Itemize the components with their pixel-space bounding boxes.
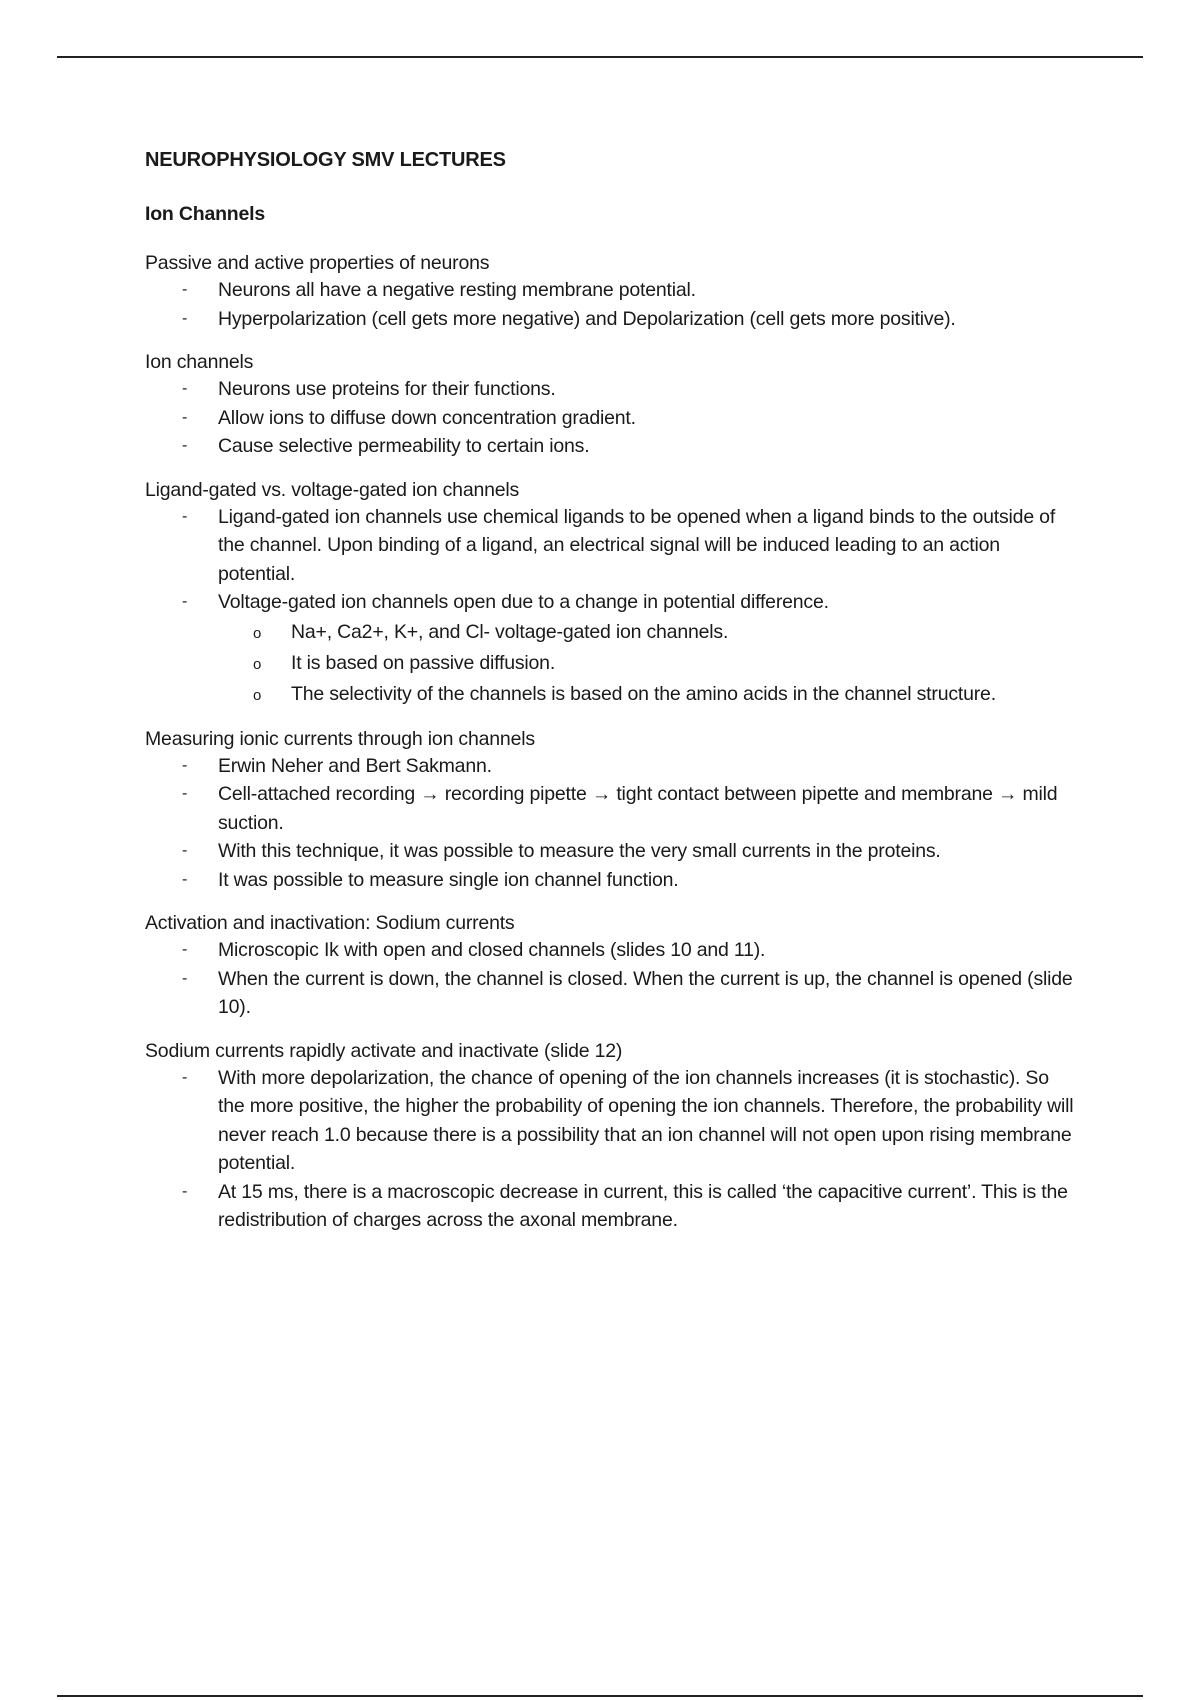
circle-bullet-icon: o <box>253 624 262 642</box>
bottom-rule <box>57 1695 1143 1697</box>
dash-bullet-icon: - <box>182 785 188 802</box>
group-heading: Ion channels <box>145 351 254 373</box>
dash-bullet-icon: - <box>182 941 188 958</box>
section-ion-channels <box>145 349 1075 461</box>
bullet-list <box>145 375 1075 461</box>
list-item: - Allow ions to diffuse down concentration gradient. <box>145 404 1075 433</box>
dash-bullet-icon: - <box>182 380 188 397</box>
section-measuring-ionic-currents <box>145 726 1075 895</box>
bullet-list <box>145 752 1075 895</box>
dash-bullet-icon: - <box>182 281 188 298</box>
group-heading: Activation and inactivation: Sodium currents <box>145 912 515 934</box>
list-item: - Cause selective permeability to certain ions. <box>145 432 1075 461</box>
list-item: - It was possible to measure single ion channel function. <box>145 866 1075 895</box>
list-item: - Hyperpolarization (cell gets more negative) and Depolarization (cell gets more positive). <box>145 305 1075 334</box>
list-item: - When the current is down, the channel is closed. When the current is up, the channel is opened (slide 10). <box>145 965 1075 1022</box>
group-heading: Measuring ionic currents through ion channels <box>145 727 535 750</box>
group-heading: Sodium currents rapidly activate and inactivate (slide 12) <box>145 1039 623 1062</box>
dash-bullet-icon: - <box>182 1182 188 1200</box>
list-item: - With this technique, it was possible to measure the very small currents in the proteins. <box>145 837 1075 866</box>
bullet-list <box>145 276 1075 333</box>
dash-bullet-icon: - <box>182 842 188 859</box>
sub-list-item: o Na+, Ca2+, K+, and Cl- voltage-gated ion channels. <box>218 617 1075 648</box>
dash-bullet-icon: - <box>182 408 188 426</box>
list-item: - With more depolarization, the chance of opening of the ion channels increases (it is stochastic). So the more positive, the higher the probability of opening the ion channels. Therefore, the probability will never reach 1.0 because there is a possibility that an ion channel will not open upon rising membrane potential. <box>145 1064 1075 1178</box>
bullet-list <box>145 1064 1075 1235</box>
dash-bullet-icon: - <box>182 593 188 610</box>
list-item: - Erwin Neher and Bert Sakmann. <box>145 752 1075 781</box>
section-passive-active <box>145 250 1075 333</box>
group-heading: Ligand-gated vs. voltage-gated ion channels <box>145 478 520 501</box>
document-body <box>145 146 1075 1251</box>
sub-bullet-list <box>218 617 1075 710</box>
list-item: - Voltage-gated ion channels open due to a change in potential difference. o Na+, Ca2+, K+, and Cl- voltage-gated ion channels. o It is based on passive diffusion. o The selectivity of the channels is based on the amino acids in the channel structure. <box>145 588 1075 710</box>
bullet-list <box>145 503 1075 710</box>
sub-list-wrapper <box>145 617 1075 710</box>
sub-list-item: o It is based on passive diffusion. <box>218 648 1075 679</box>
bullet-list <box>145 936 1075 1022</box>
section-activation-inactivation <box>145 910 1075 1022</box>
dash-bullet-icon: - <box>182 507 188 525</box>
dash-bullet-icon: - <box>182 870 188 888</box>
section-sodium-currents <box>145 1038 1075 1235</box>
list-item: - Neurons use proteins for their functions. <box>145 375 1075 404</box>
list-item: - Ligand-gated ion channels use chemical ligands to be opened when a ligand binds to the outside of the channel. Upon binding of a ligand, an electrical signal will be induced leading to an action potential. <box>145 503 1075 589</box>
circle-bullet-icon: o <box>253 686 262 704</box>
dash-bullet-icon: - <box>182 309 188 327</box>
section-title: Ion Channels <box>145 203 266 225</box>
group-heading: Passive and active properties of neurons <box>145 252 490 274</box>
list-item: - Cell-attached recording → recording pipette → tight contact between pipette and membrane → mild suction. <box>145 780 1075 837</box>
list-item: - Neurons all have a negative resting membrane potential. <box>145 276 1075 305</box>
document-title: NEUROPHYSIOLOGY SMV LECTURES <box>145 149 506 171</box>
top-rule <box>57 56 1143 58</box>
dash-bullet-icon: - <box>182 756 188 774</box>
dash-bullet-icon: - <box>182 437 188 454</box>
section-ligand-voltage-gated <box>145 477 1075 710</box>
circle-bullet-icon: o <box>253 655 262 673</box>
dash-bullet-icon: - <box>182 1068 188 1086</box>
sub-list-item: o The selectivity of the channels is based on the amino acids in the channel structure. <box>218 679 1075 710</box>
list-item: - At 15 ms, there is a macroscopic decrease in current, this is called ‘the capacitive current’. This is the redistribution of charges across the axonal membrane. <box>145 1178 1075 1235</box>
list-item: - Microscopic Ik with open and closed channels (slides 10 and 11). <box>145 936 1075 965</box>
dash-bullet-icon: - <box>182 969 188 987</box>
